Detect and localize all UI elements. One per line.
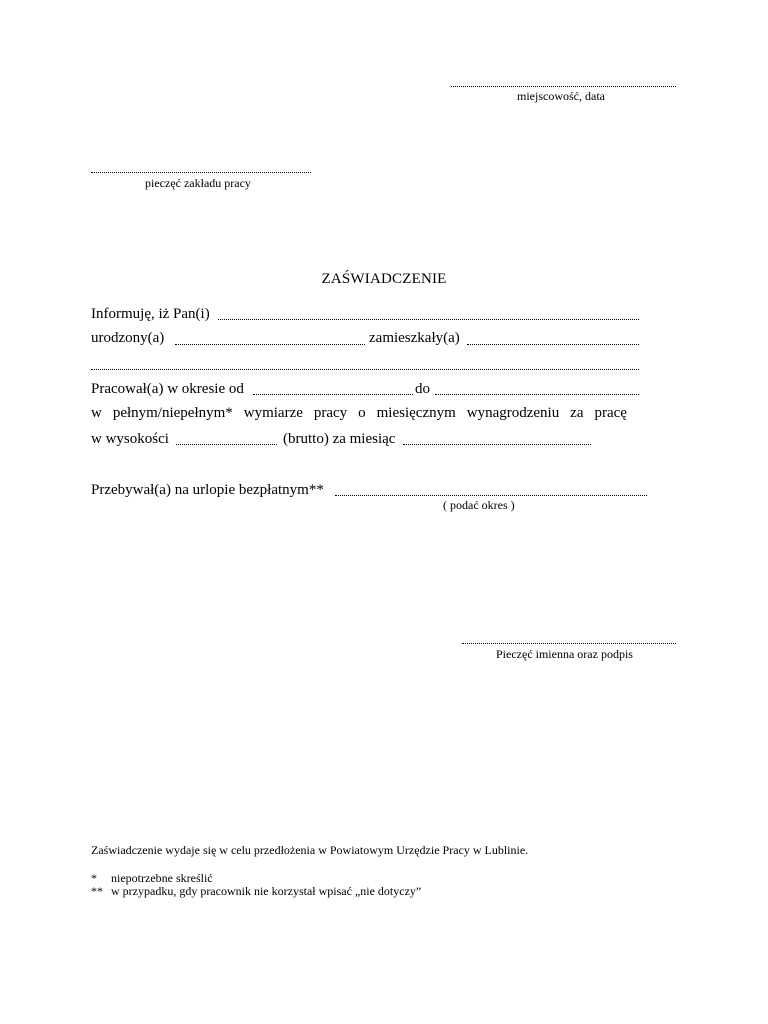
address-field[interactable] <box>467 344 639 345</box>
company-stamp-field[interactable] <box>91 172 311 173</box>
gross-monthly-label: (brutto) za miesiąc <box>283 431 396 447</box>
amount-field[interactable] <box>176 444 277 445</box>
signature-field[interactable] <box>462 643 676 644</box>
employment-word: miesięcznym <box>376 405 456 421</box>
month-field[interactable] <box>403 444 591 445</box>
employment-word: wynagrodzeniu <box>466 405 560 421</box>
signature-label: Pieczęć imienna oraz podpis <box>496 647 633 661</box>
employment-word: pełnym/niepełnym* <box>112 405 233 421</box>
footnote-1-marker: * <box>91 871 97 885</box>
footnote-1-text: niepotrzebne skreślić <box>111 871 213 885</box>
amount-label: w wysokości <box>91 431 169 447</box>
employment-word: pracy <box>313 405 348 421</box>
document-title: ZAŚWIADCZENIE <box>321 271 447 287</box>
employment-word: pracę <box>594 405 627 421</box>
unpaid-leave-field[interactable] <box>335 495 647 496</box>
birth-date-field[interactable] <box>175 344 365 345</box>
place-date-label: miejscowość, data <box>517 89 605 103</box>
period-to-label: do <box>415 381 430 397</box>
employment-word: o <box>358 405 366 421</box>
unpaid-leave-label: Przebywał(a) na urlopie bezpłatnym** <box>91 482 324 498</box>
born-label: urodzony(a) <box>91 330 165 346</box>
purpose-text: Zaświadczenie wydaje się w celu przedłożenia w Powiatowym Urzędzie Pracy w Lublinie. <box>91 843 529 857</box>
employment-word: za <box>570 405 584 421</box>
company-stamp-label: pieczęć zakładu pracy <box>145 176 251 190</box>
period-hint: ( podać okres ) <box>443 498 515 512</box>
employment-word: w <box>91 405 102 421</box>
footnote-2-text: w przypadku, gdy pracownik nie korzystał wpisać „nie dotyczy” <box>111 884 422 898</box>
resident-label: zamieszkały(a) <box>369 330 460 346</box>
informing-label: Informuję, iż Pan(i) <box>91 306 210 322</box>
worked-period-label: Pracował(a) w okresie od <box>91 381 244 397</box>
period-to-field[interactable] <box>435 394 639 395</box>
employment-scope-line <box>91 405 627 422</box>
footnote-2-marker: ** <box>91 884 103 898</box>
place-date-field[interactable] <box>451 86 676 87</box>
address-continuation-field[interactable] <box>91 369 639 370</box>
employment-word: wymiarze <box>243 405 303 421</box>
full-name-field[interactable] <box>218 319 639 320</box>
period-from-field[interactable] <box>253 394 413 395</box>
